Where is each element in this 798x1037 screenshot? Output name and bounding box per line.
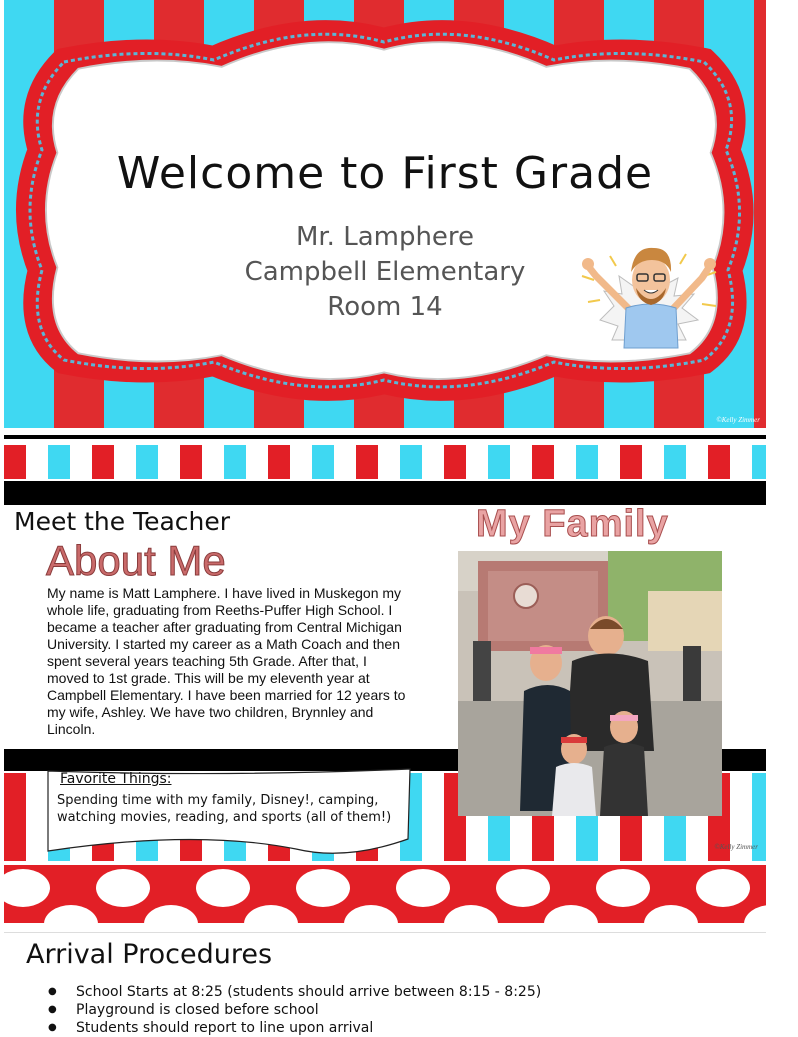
my-family-heading: My Family xyxy=(476,503,669,545)
watermark: ©Kelly Zimmer xyxy=(716,416,760,424)
about-me-text: My name is Matt Lamphere. I have lived in Muskegon my whole life, graduating from Reeths-Puffer High School. I became a teacher after graduating from Central Michigan University. I started my career as a Math Coach and then spent several years teaching 5th Grade. After that, I moved to 1st grade. This will be my eleventh year at Campbell Elementary. I have been married for 12 years to my wife, Ashley. We have two children, Brynnley and Lincoln. xyxy=(47,585,412,738)
about-me-heading: About Me xyxy=(46,537,226,584)
room-number: Room 14 xyxy=(327,292,443,322)
list-item: ● School Starts at 8:25 (students should arrive between 8:15 - 8:25) xyxy=(48,983,541,1001)
list-item: ● Students should report to line upon arrival xyxy=(48,1019,541,1037)
list-item: ● Playground is closed before school xyxy=(48,1001,541,1019)
arrival-procedures-slide xyxy=(4,932,766,1036)
family-photo xyxy=(458,551,722,816)
bitmoji-avatar-icon xyxy=(574,236,724,354)
welcome-slide xyxy=(4,0,766,428)
favorite-things-title: Favorite Things: xyxy=(60,771,172,787)
school-name: Campbell Elementary xyxy=(244,257,526,287)
scalloped-frame xyxy=(4,0,766,428)
family-photo-image xyxy=(458,551,722,816)
favorite-things-text: Spending time with my family, Disney!, camping, watching movies, reading, and sports (all of them!) xyxy=(57,793,392,825)
page-title: Welcome to First Grade xyxy=(116,148,654,199)
top-rule xyxy=(4,435,766,439)
polka-dot-band xyxy=(4,865,766,923)
arrival-procedures-list xyxy=(48,983,541,1037)
black-band-top xyxy=(4,481,766,505)
watermark: ©Kelly Zimmer xyxy=(714,843,758,851)
stripe-band-top xyxy=(4,445,766,479)
teacher-name: Mr. Lamphere xyxy=(295,222,475,252)
favorite-things-card xyxy=(46,769,412,861)
arrival-procedures-heading: Arrival Procedures xyxy=(26,939,273,970)
meet-teacher-slide xyxy=(4,433,766,927)
meet-teacher-heading: Meet the Teacher xyxy=(14,507,231,536)
